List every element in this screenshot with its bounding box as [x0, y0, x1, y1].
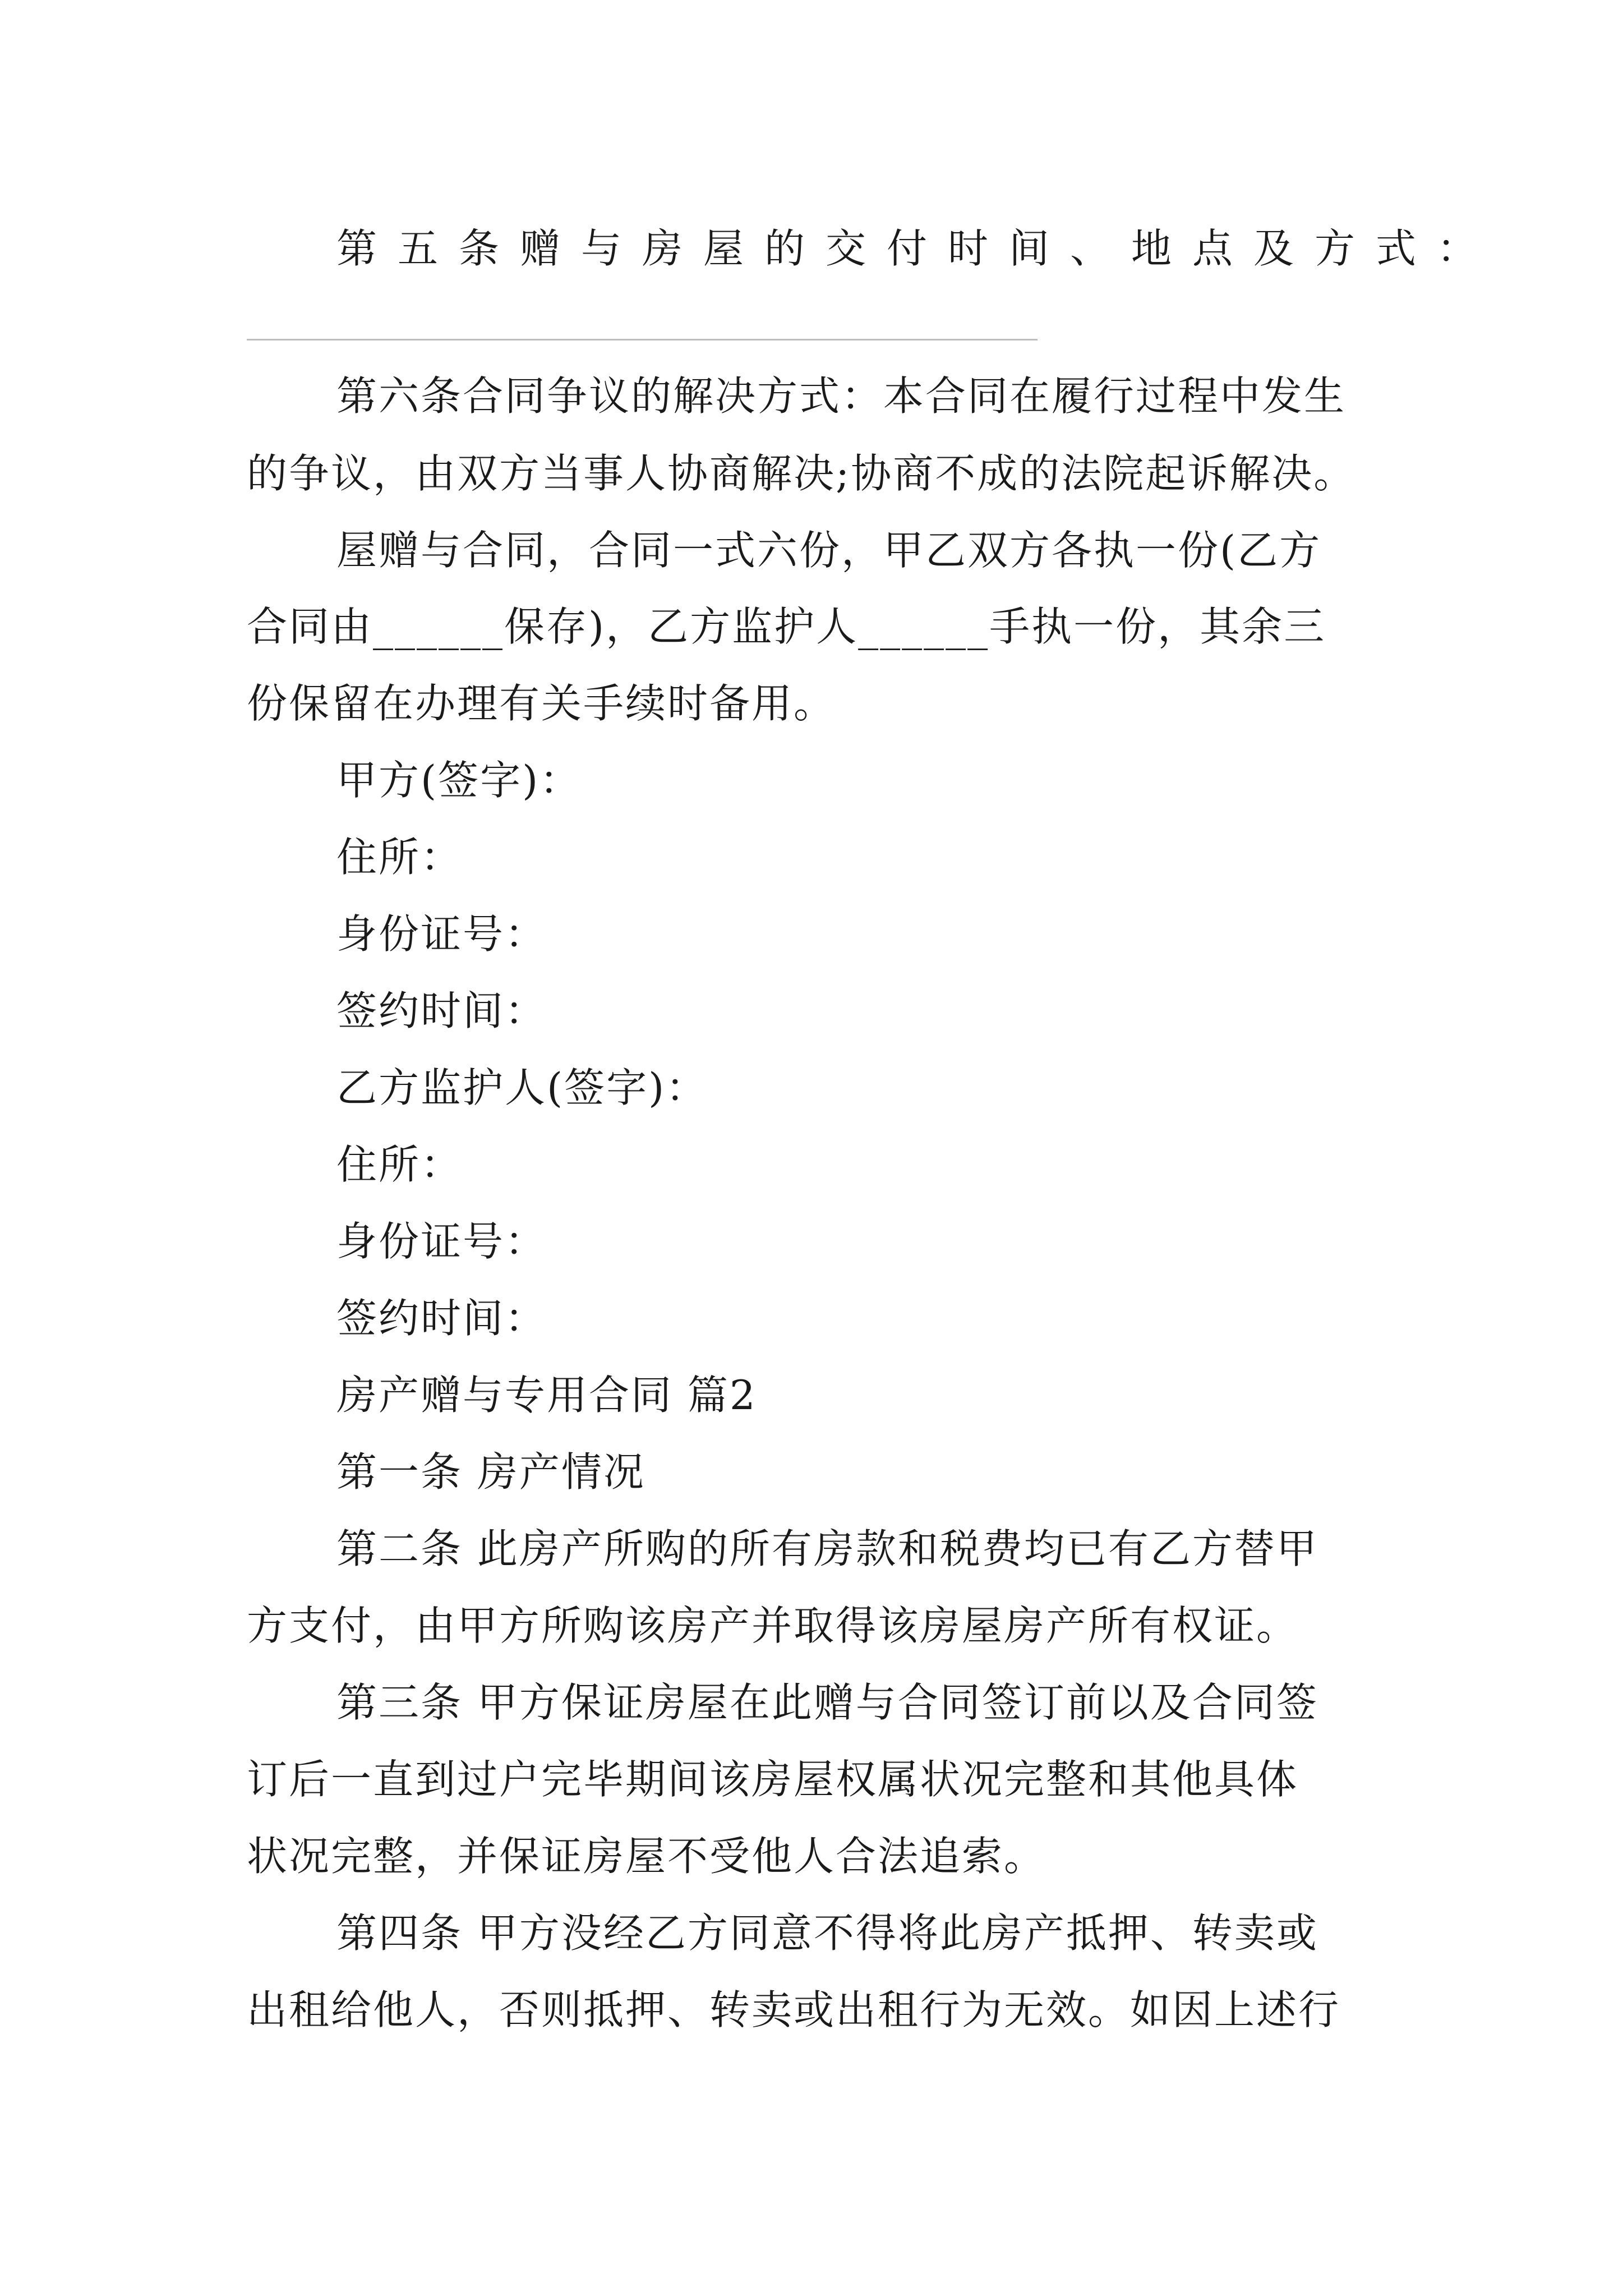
article-5-heading: 第五条赠与房屋的交付时间、地点及方式： [336, 225, 1498, 272]
party-a-id-label: 身份证号： [336, 910, 547, 958]
article-2-line-1: 第二条 此房产所购的所有房款和税费均已有乙方替甲 [336, 1525, 1318, 1572]
fill-in-blank-line [247, 339, 1038, 341]
article-1-heading: 第一条 房产情况 [336, 1448, 645, 1496]
article-6-line-1: 第六条合同争议的解决方式：本合同在履行过程中发生 [336, 372, 1347, 420]
party-a-address-label: 住所： [336, 834, 463, 881]
article-6-line-2: 的争议，由双方当事人协商解决;协商不成的法院起诉解决。 [247, 450, 1356, 497]
party-a-sign-date-label: 签约时间： [336, 987, 547, 1034]
section-title-part-2: 房产赠与专用合同 篇2 [336, 1372, 757, 1419]
article-3-line-3: 状况完整，并保证房屋不受他人合法追索。 [247, 1833, 1046, 1880]
article-4-line-2: 出租给他人，否则抵押、转卖或出租行为无效。如因上述行 [247, 1986, 1341, 2033]
party-b-id-label: 身份证号： [336, 1218, 547, 1265]
copies-clause-line-1: 屋赠与合同，合同一式六份，甲乙双方各执一份(乙方 [336, 527, 1322, 574]
article-2-line-2: 方支付，由甲方所购该房产并取得该房屋房产所有权证。 [247, 1602, 1299, 1649]
party-b-sign-date-label: 签约时间： [336, 1295, 547, 1342]
party-b-address-label: 住所： [336, 1141, 463, 1188]
article-3-line-2: 订后一直到过户完毕期间该房屋权属状况完整和其他具体 [247, 1756, 1299, 1803]
copies-clause-line-3: 份保留在办理有关手续时备用。 [247, 680, 836, 727]
article-4-line-1: 第四条 甲方没经乙方同意不得将此房产抵押、转卖或 [336, 1910, 1318, 1957]
party-a-signature-label: 甲方(签字)： [336, 757, 582, 804]
article-3-line-1: 第三条 甲方保证房屋在此赠与合同签订前以及合同签 [336, 1679, 1318, 1726]
copies-clause-line-2: 合同由______保存)，乙方监护人______手执一份，其余三 [247, 603, 1326, 650]
party-b-guardian-signature-label: 乙方监护人(签字)： [336, 1064, 708, 1111]
